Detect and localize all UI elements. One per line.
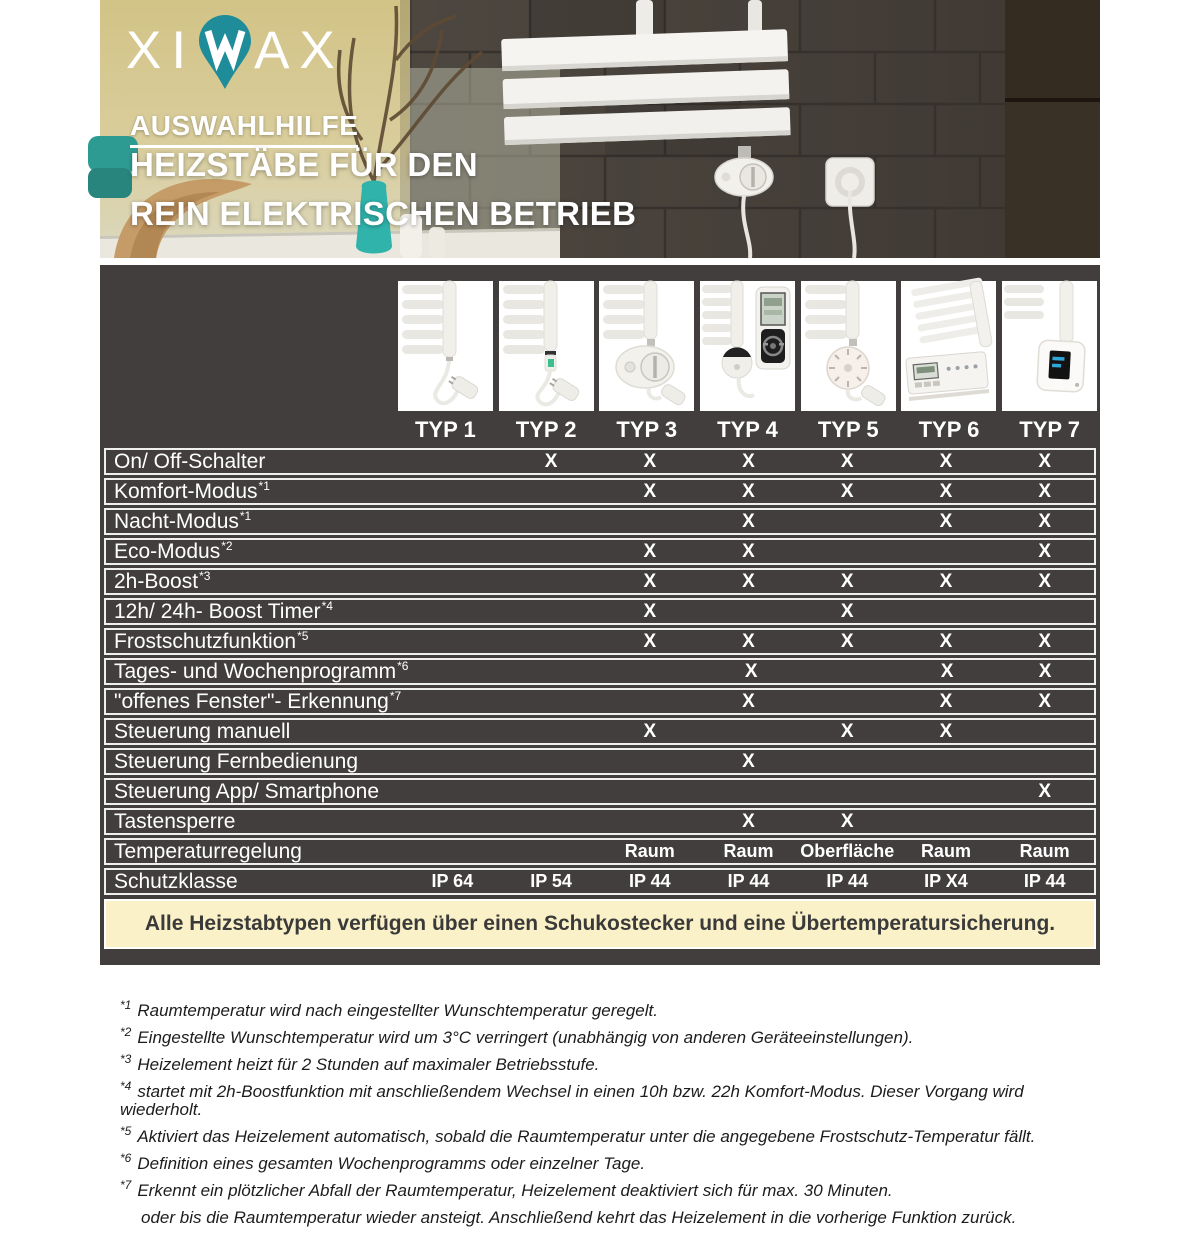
info-banner: Alle Heizstabtypen verfügen über einen Schukostecker und eine Übertemperatursicherung.	[104, 899, 1096, 949]
feature-row	[104, 718, 1096, 745]
footnote-marker: *4	[120, 1079, 132, 1094]
feature-value: X	[1038, 540, 1052, 562]
footnote-ref: *5	[297, 628, 309, 643]
feature-label: Steuerung manuell	[114, 719, 291, 743]
feature-row	[104, 538, 1096, 565]
footnote-ref: *1	[258, 478, 270, 493]
hero-title-line2: REIN ELEKTRISCHEN BETRIEB	[130, 195, 637, 232]
feature-value: X	[840, 720, 854, 742]
product-image-typ-7	[1002, 281, 1097, 411]
feature-value: X	[742, 690, 755, 712]
feature-label: 2h-Boost$^{*3}$	[114, 568, 211, 593]
footnote-ref: *2	[221, 538, 233, 553]
feature-value: X	[1038, 450, 1052, 472]
feature-value: IP 64	[431, 871, 474, 891]
feature-value: X	[742, 570, 755, 592]
label-column-spacer	[100, 281, 395, 411]
feature-rows	[100, 448, 1100, 895]
feature-value: X	[940, 660, 954, 682]
footnote-line: $^{*7}$ Erkennt ein plötzlicher Abfall der Raumtemperatur, Heizelement deaktiviert sich für max. 30 Minuten.	[120, 1178, 893, 1200]
column-header-typ-5: TYP 5	[817, 417, 879, 442]
feature-label: Komfort-Modus$^{*1}$	[114, 478, 270, 503]
feature-row	[104, 748, 1096, 775]
footnote-line: oder bis die Raumtemperatur wieder ansteigt. Anschließend kehrt das Heizelement in die vorherige Funktion zurück.	[141, 1208, 1017, 1227]
footnote-ref: *7	[389, 688, 402, 703]
feature-value: X	[742, 510, 755, 532]
logo-text-right: AX	[254, 21, 345, 80]
footnote-marker: *7	[120, 1178, 132, 1193]
product-image-typ-5	[801, 281, 896, 411]
comparison-table	[100, 265, 1100, 965]
feature-value: IP 54	[530, 871, 572, 891]
feature-value: X	[1038, 690, 1052, 712]
footnote-line: $^{*2}$ Eingestellte Wunschtemperatur wird um 3°C verringert (unabhängig von anderen Geräteeinstellungen).	[120, 1025, 914, 1047]
feature-label: Nacht-Modus$^{*1}$	[114, 508, 252, 533]
feature-row	[104, 598, 1096, 625]
feature-row	[104, 838, 1096, 865]
feature-value: X	[742, 810, 755, 832]
feature-value: X	[643, 570, 657, 592]
feature-value: IP 44	[628, 871, 671, 891]
product-image-typ-2	[499, 281, 594, 411]
feature-value: X	[643, 540, 657, 562]
feature-value: X	[939, 480, 953, 502]
footnote-marker: *5	[120, 1124, 132, 1139]
feature-value: X	[840, 630, 854, 652]
feature-value: X	[742, 630, 755, 652]
feature-value: X	[939, 510, 953, 532]
feature-row	[104, 508, 1096, 535]
ximax-pin-icon	[195, 12, 255, 92]
footnote-ref: *4	[321, 598, 333, 613]
logo-text-left: XI	[126, 21, 197, 80]
feature-value: Raum	[723, 841, 774, 861]
feature-value: Oberfläche	[800, 841, 895, 861]
footnote-ref: *6	[397, 658, 409, 673]
feature-value: X	[1038, 630, 1052, 652]
footnote-line: $^{*3}$ Heizelement heizt für 2 Stunden auf maximaler Betriebsstufe.	[120, 1052, 600, 1074]
footnote-marker: *1	[120, 998, 132, 1013]
footnote-marker: *2	[120, 1025, 132, 1040]
feature-value: IP 44	[727, 871, 770, 891]
feature-value: X	[742, 750, 755, 772]
feature-label: Eco-Modus$^{*2}$	[114, 538, 233, 563]
feature-value: X	[643, 630, 657, 652]
feature-value: Raum	[1019, 841, 1070, 861]
feature-value: Raum	[920, 841, 971, 861]
hero-image	[100, 0, 1100, 258]
feature-label: Tastensperre	[114, 809, 236, 833]
feature-value: X	[1038, 660, 1052, 682]
hero-kicker: AUSWAHLHILFE	[130, 110, 358, 148]
feature-value: X	[939, 720, 953, 742]
feature-value: X	[742, 450, 755, 472]
feature-label: Tages- und Wochenprogramm$^{*6}$	[114, 658, 409, 683]
feature-value: X	[1038, 480, 1052, 502]
column-header-typ-4: TYP 4	[717, 417, 778, 442]
feature-value: X	[1038, 570, 1052, 592]
feature-row	[104, 808, 1096, 835]
feature-label: 12h/ 24h- Boost Timer$^{*4}$	[114, 598, 333, 623]
feature-label: Frostschutzfunktion$^{*5}$	[114, 628, 309, 653]
feature-label: Temperaturregelung	[114, 839, 302, 863]
footnote-marker: *3	[120, 1052, 132, 1067]
feature-value: X	[544, 450, 558, 472]
feature-value: X	[939, 630, 953, 652]
product-images-row	[100, 281, 1100, 411]
feature-value: IP 44	[1023, 871, 1066, 891]
hero-title-line1: HEIZSTÄBE FÜR DEN	[130, 146, 478, 183]
footnote-ref: *1	[239, 508, 252, 523]
cabinet	[1005, 0, 1100, 258]
feature-label: Schutzklasse	[114, 869, 238, 893]
feature-value: X	[840, 600, 854, 622]
feature-value: X	[840, 570, 854, 592]
feature-label: Steuerung Fernbedienung	[114, 749, 359, 773]
column-headers	[100, 416, 1100, 444]
feature-value: X	[643, 480, 657, 502]
column-header-typ-6: TYP 6	[918, 417, 980, 442]
feature-row	[104, 448, 1096, 475]
feature-row	[104, 628, 1096, 655]
feature-value: X	[840, 480, 854, 502]
feature-value: X	[643, 450, 657, 472]
footnote-marker: *6	[120, 1151, 132, 1166]
feature-value: Raum	[624, 841, 675, 861]
footnotes	[120, 998, 1110, 1236]
feature-label: Steuerung App/ Smartphone	[114, 779, 380, 803]
product-image-typ-3	[599, 281, 694, 411]
feature-row	[104, 688, 1096, 715]
feature-value: X	[643, 600, 657, 622]
column-header-typ-3: TYP 3	[616, 417, 678, 442]
ximax-logo	[126, 12, 345, 92]
column-header-typ-7: TYP 7	[1019, 417, 1081, 442]
feature-row	[104, 568, 1096, 595]
feature-label: On/ Off-Schalter	[114, 449, 266, 473]
feature-value: X	[1038, 780, 1052, 802]
product-image-typ-4	[700, 281, 795, 411]
footnote-line: $^{*5}$ Aktiviert das Heizelement automatisch, sobald die Raumtemperatur unter die angegebene Frostschutz-Temperatur fällt.	[120, 1124, 1036, 1146]
feature-value: X	[742, 480, 755, 502]
feature-value: X	[939, 570, 953, 592]
feature-value: X	[643, 720, 657, 742]
feature-value: X	[840, 450, 854, 472]
feature-value: X	[939, 450, 953, 472]
feature-value: X	[742, 540, 755, 562]
footnote-ref: *3	[199, 568, 211, 583]
feature-value: IP 44	[826, 871, 869, 891]
feature-value: IP X4	[924, 871, 968, 891]
footnote-line: $^{*6}$ Definition eines gesamten Wochenprogramms oder einzelner Tage.	[120, 1151, 646, 1173]
footnote-line: $^{*1}$ Raumtemperatur wird nach eingestellter Wunschtemperatur geregelt.	[120, 998, 658, 1020]
feature-row	[104, 478, 1096, 505]
feature-label: "offenes Fenster"- Erkennung$^{*7}$	[114, 688, 402, 713]
footnote-line: $^{*4}$ startet mit 2h-Boostfunktion mit anschließendem Wechsel in einen 10h bzw. 22h Komfort-Modus. Dieser Vorgang wird wiederholt.	[120, 1079, 1024, 1119]
feature-row	[104, 868, 1096, 895]
product-image-typ-6	[901, 281, 996, 411]
feature-row	[104, 778, 1096, 805]
feature-value: X	[744, 660, 758, 682]
feature-row	[104, 658, 1096, 685]
column-header-typ-2: TYP 2	[515, 417, 577, 442]
feature-value: X	[939, 690, 953, 712]
column-header-typ-1: TYP 1	[414, 417, 476, 442]
feature-value: X	[1038, 510, 1052, 532]
feature-value: X	[840, 810, 854, 832]
product-image-typ-1	[398, 281, 493, 411]
